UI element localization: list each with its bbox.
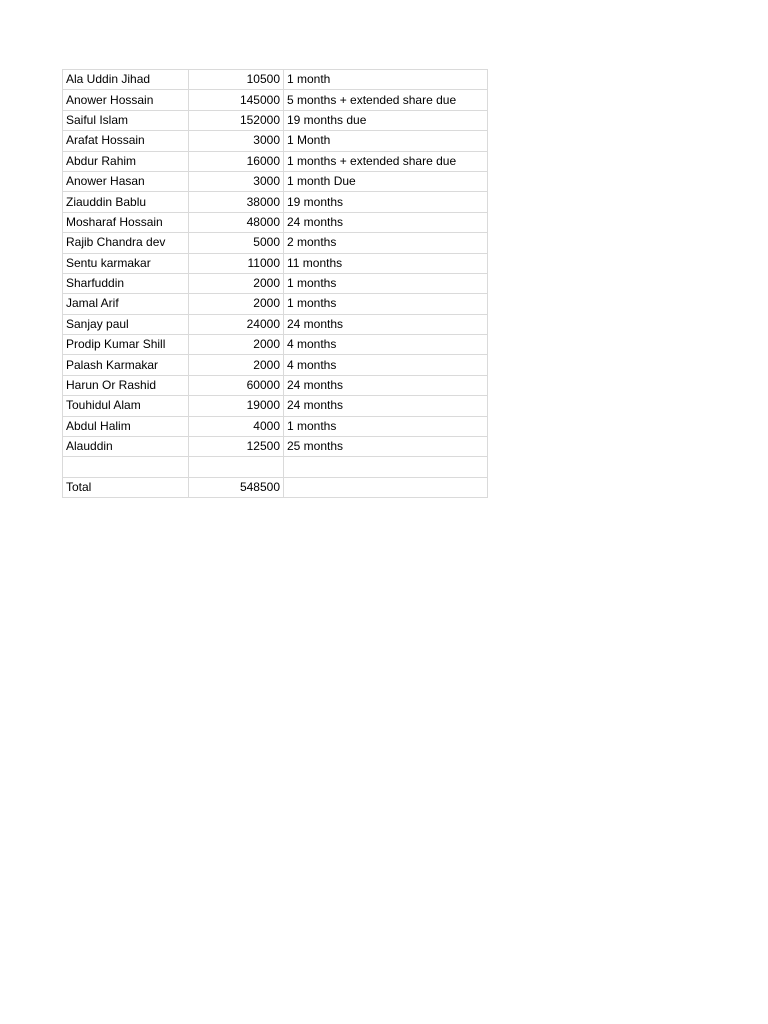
table-row (63, 131, 488, 151)
name-cell: Sanjay paul (63, 314, 189, 334)
table-row (63, 375, 488, 395)
total-amount: 548500 (189, 477, 284, 497)
name-cell: Sharfuddin (63, 273, 189, 293)
total-label: Total (63, 477, 189, 497)
table-row (63, 355, 488, 375)
amount-cell: 48000 (189, 212, 284, 232)
table-row (63, 457, 488, 477)
amount-cell (189, 457, 284, 477)
name-cell: Arafat Hossain (63, 131, 189, 151)
amount-cell: 4000 (189, 416, 284, 436)
amount-cell: 152000 (189, 110, 284, 130)
amount-cell: 10500 (189, 70, 284, 90)
note-cell: 24 months (284, 396, 488, 416)
note-cell: 5 months + extended share due (284, 90, 488, 110)
amount-cell: 60000 (189, 375, 284, 395)
total-note (284, 477, 488, 497)
table-row (63, 294, 488, 314)
note-cell: 1 month (284, 70, 488, 90)
amount-cell: 2000 (189, 335, 284, 355)
note-cell: 4 months (284, 355, 488, 375)
note-cell (284, 457, 488, 477)
table-row (63, 171, 488, 191)
amount-cell: 19000 (189, 396, 284, 416)
note-cell: 1 month Due (284, 171, 488, 191)
name-cell: Ziauddin Bablu (63, 192, 189, 212)
name-cell: Ala Uddin Jihad (63, 70, 189, 90)
name-cell (63, 457, 189, 477)
table-row (63, 416, 488, 436)
amount-cell: 3000 (189, 131, 284, 151)
spreadsheet-table (62, 69, 488, 498)
table-row (63, 192, 488, 212)
note-cell: 2 months (284, 233, 488, 253)
note-cell: 19 months due (284, 110, 488, 130)
table-row (63, 233, 488, 253)
amount-cell: 16000 (189, 151, 284, 171)
table-row (63, 90, 488, 110)
table-row (63, 314, 488, 334)
name-cell: Touhidul Alam (63, 396, 189, 416)
name-cell: Sentu karmakar (63, 253, 189, 273)
name-cell: Abdul Halim (63, 416, 189, 436)
table-row (63, 212, 488, 232)
name-cell: Prodip Kumar Shill (63, 335, 189, 355)
name-cell: Saiful Islam (63, 110, 189, 130)
table-row (63, 151, 488, 171)
table-row (63, 335, 488, 355)
table-body (63, 70, 488, 478)
table-row (63, 70, 488, 90)
name-cell: Harun Or Rashid (63, 375, 189, 395)
note-cell: 19 months (284, 192, 488, 212)
table-row (63, 273, 488, 293)
note-cell: 24 months (284, 212, 488, 232)
amount-cell: 3000 (189, 171, 284, 191)
note-cell: 1 months (284, 273, 488, 293)
note-cell: 25 months (284, 437, 488, 457)
name-cell: Palash Karmakar (63, 355, 189, 375)
total-row (63, 477, 488, 497)
note-cell: 24 months (284, 314, 488, 334)
note-cell: 1 Month (284, 131, 488, 151)
note-cell: 4 months (284, 335, 488, 355)
name-cell: Rajib Chandra dev (63, 233, 189, 253)
amount-cell: 11000 (189, 253, 284, 273)
table-row (63, 437, 488, 457)
note-cell: 1 months (284, 416, 488, 436)
name-cell: Mosharaf Hossain (63, 212, 189, 232)
amount-cell: 2000 (189, 294, 284, 314)
note-cell: 24 months (284, 375, 488, 395)
table-row (63, 253, 488, 273)
table-row (63, 396, 488, 416)
amount-cell: 5000 (189, 233, 284, 253)
amount-cell: 145000 (189, 90, 284, 110)
amount-cell: 2000 (189, 273, 284, 293)
amount-cell: 12500 (189, 437, 284, 457)
amount-cell: 38000 (189, 192, 284, 212)
name-cell: Abdur Rahim (63, 151, 189, 171)
note-cell: 11 months (284, 253, 488, 273)
name-cell: Anower Hossain (63, 90, 189, 110)
note-cell: 1 months + extended share due (284, 151, 488, 171)
name-cell: Anower Hasan (63, 171, 189, 191)
note-cell: 1 months (284, 294, 488, 314)
amount-cell: 24000 (189, 314, 284, 334)
amount-cell: 2000 (189, 355, 284, 375)
table-row (63, 110, 488, 130)
name-cell: Jamal Arif (63, 294, 189, 314)
name-cell: Alauddin (63, 437, 189, 457)
